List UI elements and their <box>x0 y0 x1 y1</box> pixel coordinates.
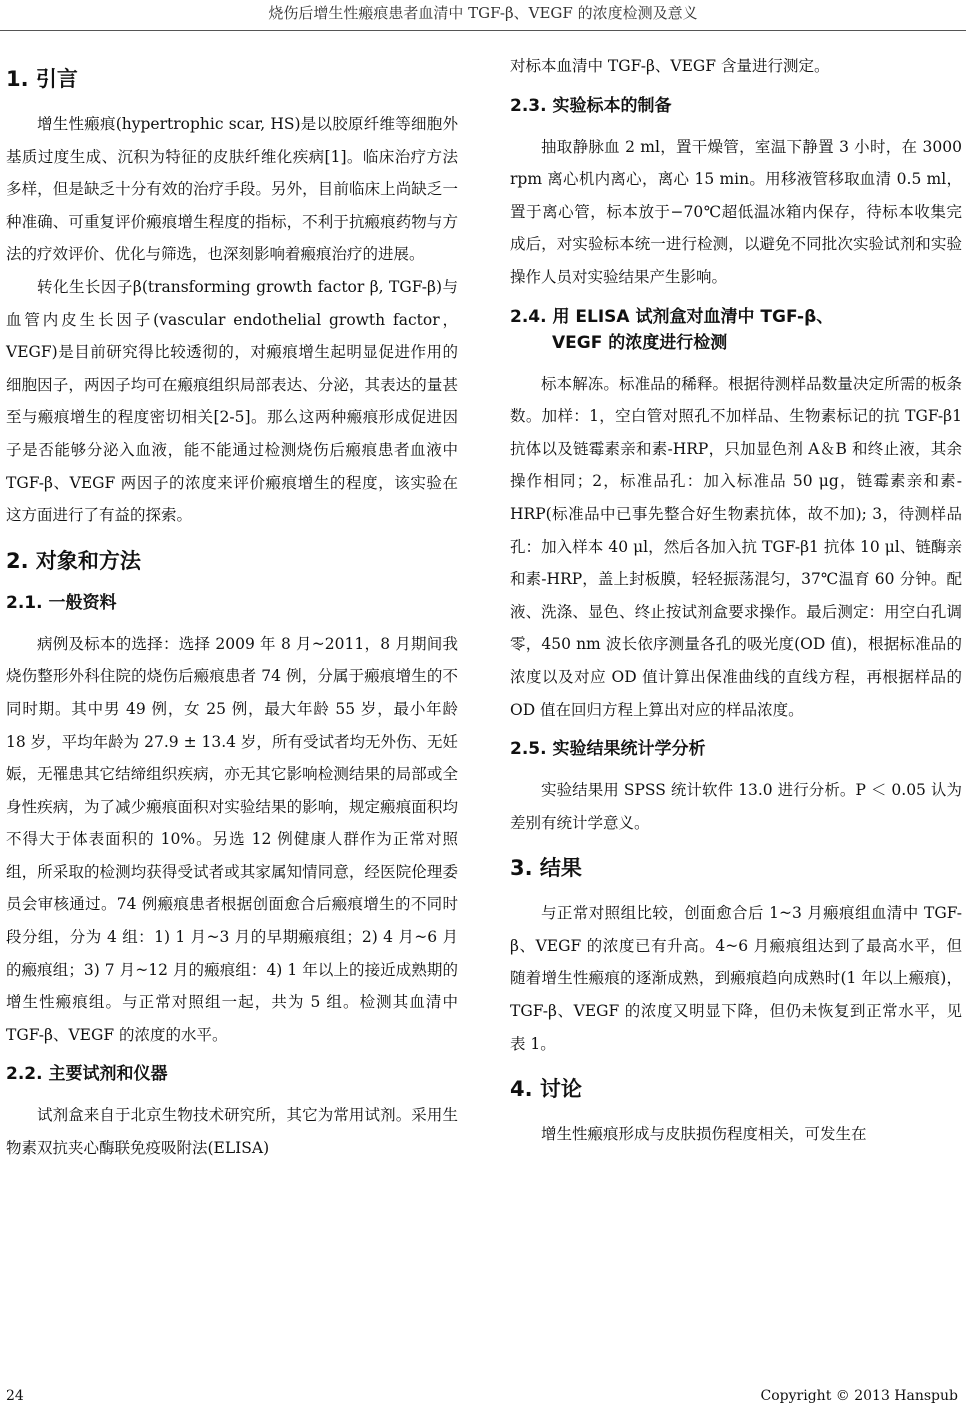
sample-prep-paragraph: 抽取静脉血 2 ml，置干燥管，室温下静置 3 小时，在 3000 rpm 离心机内离心，离心 15 min。用移液管移取血清 0.5 ml，置于离心管，标本放于−70℃超低温冰箱内保存，待标本收集完成后，对实验标本统一进行检测，以避免不同批次实验试剂和实验操作人员对实验结果产生影响。 <box>510 137 962 286</box>
left-column <box>6 50 458 1165</box>
header-rule <box>0 30 966 31</box>
intro-paragraph-1: 增生性瘢痕(hypertrophic scar, HS)是以胶原纤维等细胞外基质过度生成、沉积为特征的皮肤纤维化疾病[1]。临床治疗方法多样，但是缺乏十分有效的治疗手段。另外，目前临床上尚缺乏一种准确、可重复评价瘢痕增生程度的指标，不利于抗瘢痕药物与方法的疗效评价、优化与筛选，也深刻影响着瘢痕治疗的进展。 <box>6 115 458 264</box>
section-heading-discussion: 4. 讨论 <box>510 1077 582 1102</box>
section-heading-results: 3. 结果 <box>510 856 582 881</box>
section-heading-methods: 2. 对象和方法 <box>6 548 141 573</box>
general-data-paragraph: 病例及标本的选择：选择 2009 年 8 月~2011，8 月期间我烧伤整形外科住院的烧伤后瘢痕患者 74 例，分属于瘢痕增生的不同时期。其中男 49 例，女 25 例，最大年龄 55 岁，最小年龄 18 岁，平均年龄为 27.9 ± 13.4 岁，所有受试者均无外伤、无妊娠，无罹患其它结缔组织疾病，亦无其它影响检测结果的局部或全身性疾病，为了减少瘢痕面积对实验结果的影响，规定瘢痕面积均不得大于体表面积的 10%。另选 12 例健康人群作为正常对照组，所采取的检测均获得受试者或其家属知情同意，经医院伦理委员会审核通过。74 例瘢痕患者根据创面愈合后瘢痕增生的不同时段分组，分为 4 组：1) 1 月~3 月的早期瘢痕组；2) 4 月~6 月的瘢痕组；3) 7 月~12 月的瘢痕组：4) 1 年以上的接近成熟期的增生性瘢痕组。与正常对照组一起，共为 5 组。检测其血清中 TGF-β、VEGF 的浓度的水平。 <box>6 634 458 1044</box>
results-paragraph: 与正常对照组比较，创面愈合后 1~3 月瘢痕组血清中 TGF-β、VEGF 的浓度已有升高。4~6 月瘢痕组达到了最高水平，但随着增生性瘢痕的逐渐成熟，到瘢痕趋向成熟时(1 年以上瘢痕)，TGF-β、VEGF 的浓度又明显下降，但仍未恢复到正常水平，见表 1。 <box>510 904 962 1053</box>
discussion-paragraph: 增生性瘢痕形成与皮肤损伤程度相关，可发生在 <box>541 1125 867 1144</box>
reagents-paragraph: 试剂盒来自于北京生物技术研究所，其它为常用试剂。采用生物素双抗夹心酶联免疫吸附法(ELISA) <box>6 1106 458 1158</box>
statistics-paragraph: 实验结果用 SPSS 统计软件 13.0 进行分析。P ＜ 0.05 认为差别有统计学意义。 <box>510 781 962 832</box>
reagents-paragraph-continued: 对标本血清中 TGF-β、VEGF 含量进行测定。 <box>510 57 830 75</box>
section-heading-introduction: 1. 引言 <box>6 67 78 91</box>
right-column <box>510 50 962 1151</box>
elisa-heading-line-2: VEGF 的浓度进行检测 <box>552 332 728 353</box>
elisa-paragraph: 标本解冻。标准品的稀释。根据待测样品数量决定所需的板条数。加样：1，空白管对照孔不加样品、生物素标记的抗 TGF-β1 抗体以及链霉素亲和素-HRP，只加显色剂 A＆B 和终止液，其余操作相同；2，标准品孔：加入标准品 50 μg，链霉素亲和素-HRP(标准品中已事先整合好生物素抗体，故不加); 3，待测样品孔：加入样本 40 μl，然后各加入抗 TGF-β1 抗体 10 μl、链酶亲和素-HRP，盖上封板膜，轻轻振荡混匀，37℃温育 60 分钟。配液、洗涤、显色、终止按试剂盒要求操作。最后测定：用空白孔调零，450 nm 波长依序测量各孔的吸光度(OD 值)，根据标准品的浓度以及对应 OD 值计算出保准曲线的直线方程，再根据样品的 OD 值在回归方程上算出对应的样品浓度。 <box>510 374 962 719</box>
running-header-title: 烧伤后增生性瘢痕患者血清中 TGF-β、VEGF 的浓度检测及意义 <box>268 4 698 22</box>
subsection-heading-general: 2.1. 一般资料 <box>6 592 117 613</box>
page-number: 24 <box>6 1388 24 1404</box>
subsection-heading-reagents: 2.2. 主要试剂和仪器 <box>6 1064 168 1085</box>
subsection-heading-elisa <box>510 304 962 356</box>
elisa-heading-line-1: 2.4. 用 ELISA 试剂盒对血清中 TGF-β、 <box>510 306 834 327</box>
subsection-heading-statistics: 2.5. 实验结果统计学分析 <box>510 739 706 760</box>
intro-paragraph-2: 转化生长因子β(transforming growth factor β, TGF-β)与血管内皮生长因子(vascular endothelial growth factor，VEGF)是目前研究得比较透彻的，对瘢痕增生起明显促进作用的细胞因子，两因子均可在瘢痕组织局部表达、分泌，其表达的量甚至与瘢痕增生的程度密切相关[2-5]。那么这两种瘢痕形成促进因子是否能够分泌入血液，能不能通过检测烧伤后瘢痕患者血液中TGF-β、VEGF 两因子的浓度来评价瘢痕增生的程度，该实验在这方面进行了有益的探索。 <box>6 277 458 525</box>
copyright-notice: Copyright © 2013 Hanspub <box>760 1388 958 1404</box>
subsection-heading-sample-prep: 2.3. 实验标本的制备 <box>510 95 672 116</box>
